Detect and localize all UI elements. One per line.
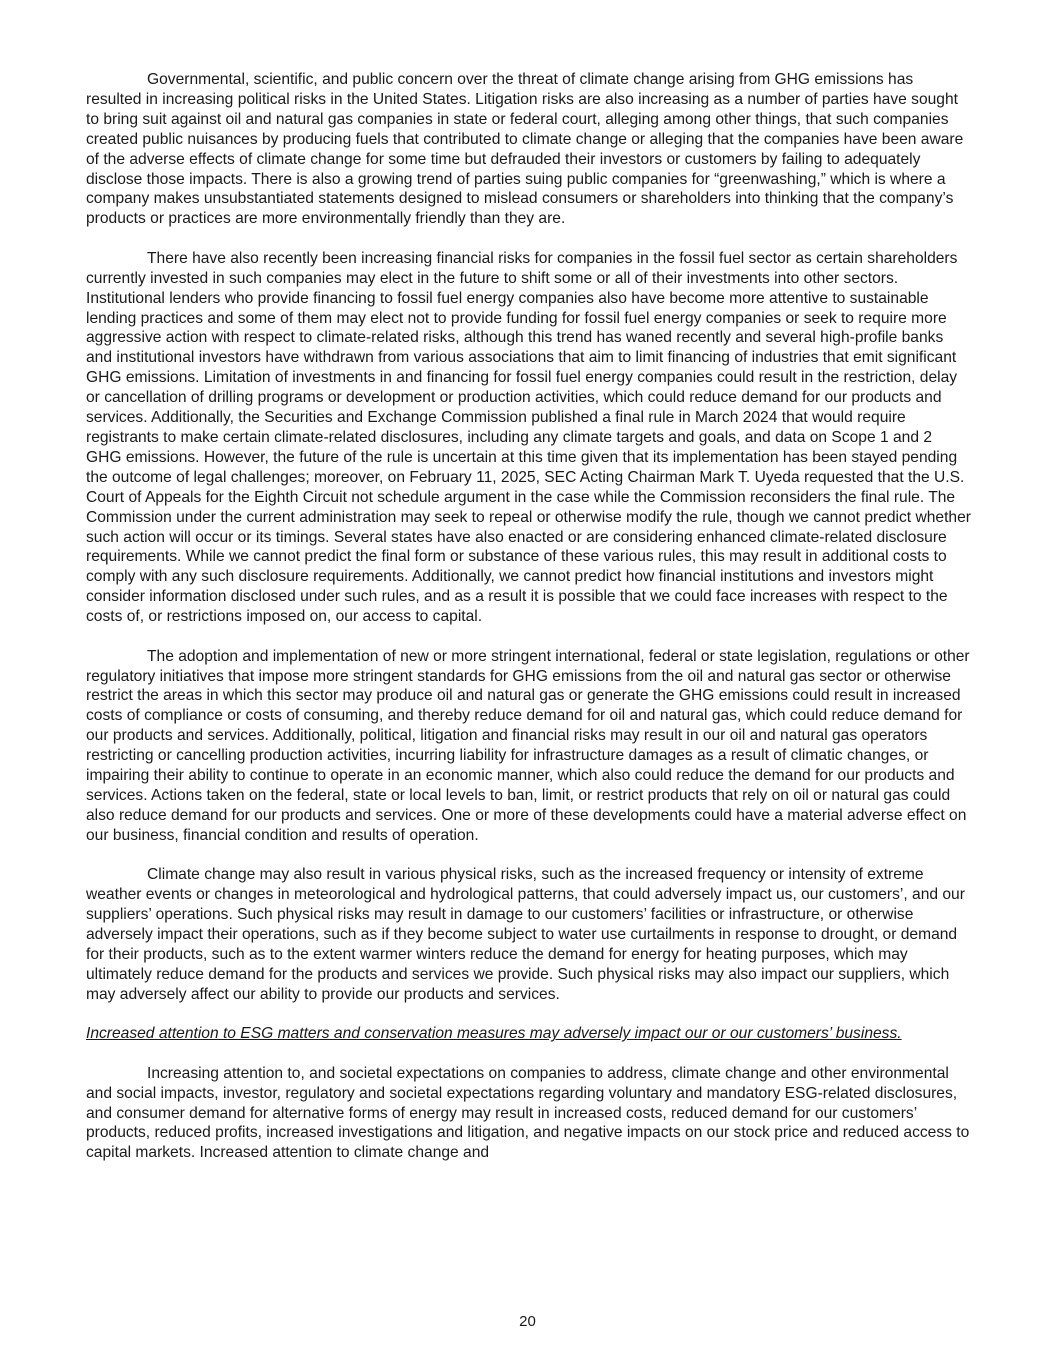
- paragraph-regulatory-initiatives: The adoption and implementation of new or more stringent international, federal or state legislation, regulations or other regulatory initiatives that impose more stringent standards for GHG emissions from the oil and natural gas sector or otherwise restrict the areas in which this sector may produce oil and natural gas or generate the GHG emissions could result in increased costs of compliance or costs of consuming, and thereby reduce demand for oil and natural gas, which could reduce demand for our products and services. Additionally, political, litigation and financial risks may result in our oil and natural gas operators restricting or cancelling production activities, incurring liability for infrastructure damages as a result of climatic changes, or impairing their ability to continue to operate in an economic manner, which also could reduce the demand for our products and services. Actions taken on the federal, state or local levels to ban, limit, or restrict products that rely on oil or natural gas could also reduce demand for our products and services. One or more of these developments could have a material adverse effect on our business, financial condition and results of operation.: [86, 647, 970, 844]
- document-page: [86, 70, 971, 1183]
- page-number: 20: [519, 1313, 536, 1330]
- paragraph-climate-litigation-risks: Governmental, scientific, and public concern over the threat of climate change arising from GHG emissions has resulted in increasing political risks in the United States. Litigation risks are also increasing as a number of parties have sought to bring suit against oil and natural gas companies in state or federal court, alleging among other things, that such companies created public nuisances by producing fuels that contributed to climate change or alleging that the companies have been aware of the adverse effects of climate change for some time but defrauded their investors or customers by failing to adequately disclose those impacts. There is also a growing trend of parties suing public companies for “greenwashing,” which is where a company makes unsubstantiated statements designed to mislead consumers or shareholders into thinking that the company’s products or practices are more environmentally friendly than they are.: [86, 71, 964, 228]
- paragraph-financial-risks: There have also recently been increasing financial risks for companies in the fossil fuel sector as certain shareholders currently invested in such companies may elect in the future to shift some or all of their investments into other sectors. Institutional lenders who provide financing to fossil fuel energy companies also have become more attentive to sustainable lending practices and some of them may elect not to provide funding for fossil fuel energy companies or seek to require more aggressive action with respect to climate-related risks, although this trend has waned recently and several high-profile banks and institutional investors have withdrawn from various associations that aim to limit financing of industries that emit significant GHG emissions. Limitation of investments in and financing for fossil fuel energy companies could result in the restriction, delay or cancellation of drilling programs or development or production activities, which could reduce demand for our products and services. Additionally, the Securities and Exchange Commission published a final rule in March 2024 that would require registrants to make certain climate-related disclosures, including any climate targets and goals, and data on Scope 1 and 2 GHG emissions. However, the future of the rule is uncertain at this time given that its implementation has been stayed pending the outcome of legal challenges; moreover, on February 11, 2025, SEC Acting Chairman Mark T. Uyeda requested that the U.S. Court of Appeals for the Eighth Circuit not schedule argument in the case while the Commission reconsiders the final rule. The Commission under the current administration may seek to repeal or otherwise modify the rule, though we cannot predict whether such action will occur or its timings. Several states have also enacted or are considering enhanced climate-related disclosure requirements. While we cannot predict the final form or substance of these various rules, this may result in additional costs to comply with any such disclosure requirements. Additionally, we cannot predict how financial institutions and investors might consider information disclosed under such rules, and as a result it is possible that we could face increases with respect to the costs of, or restrictions imposed on, our access to capital.: [86, 249, 971, 626]
- paragraph-esg-attention: Increasing attention to, and societal expectations on companies to address, climate change and other environmental and social impacts, investor, regulatory and societal expectations regarding voluntary and mandatory ESG-related disclosures, and consumer demand for alternative forms of energy may result in increased costs, reduced demand for our customers’ products, reduced profits, increased investigations and litigation, and negative impacts on our stock price and reduced access to capital markets. Increased attention to climate change and: [86, 1064, 970, 1162]
- paragraph-physical-risks: Climate change may also result in various physical risks, such as the increased frequency or intensity of extreme weather events or changes in meteorological and hydrological patterns, that could adversely impact us, our customers’, and our suppliers’ operations. Such physical risks may result in damage to our customers’ facilities or infrastructure, or otherwise adversely impact their operations, such as if they become subject to water use curtailments in response to drought, or demand for their products, such as to the extent warmer winters reduce the demand for energy for heating purposes, which may ultimately reduce demand for the products and services we provide. Such physical risks may also impact our suppliers, which may adversely affect our ability to provide our products and services.: [86, 866, 965, 1003]
- section-heading-esg: Increased attention to ESG matters and conservation measures may adversely impact our or our customers’ business.: [86, 1025, 902, 1043]
